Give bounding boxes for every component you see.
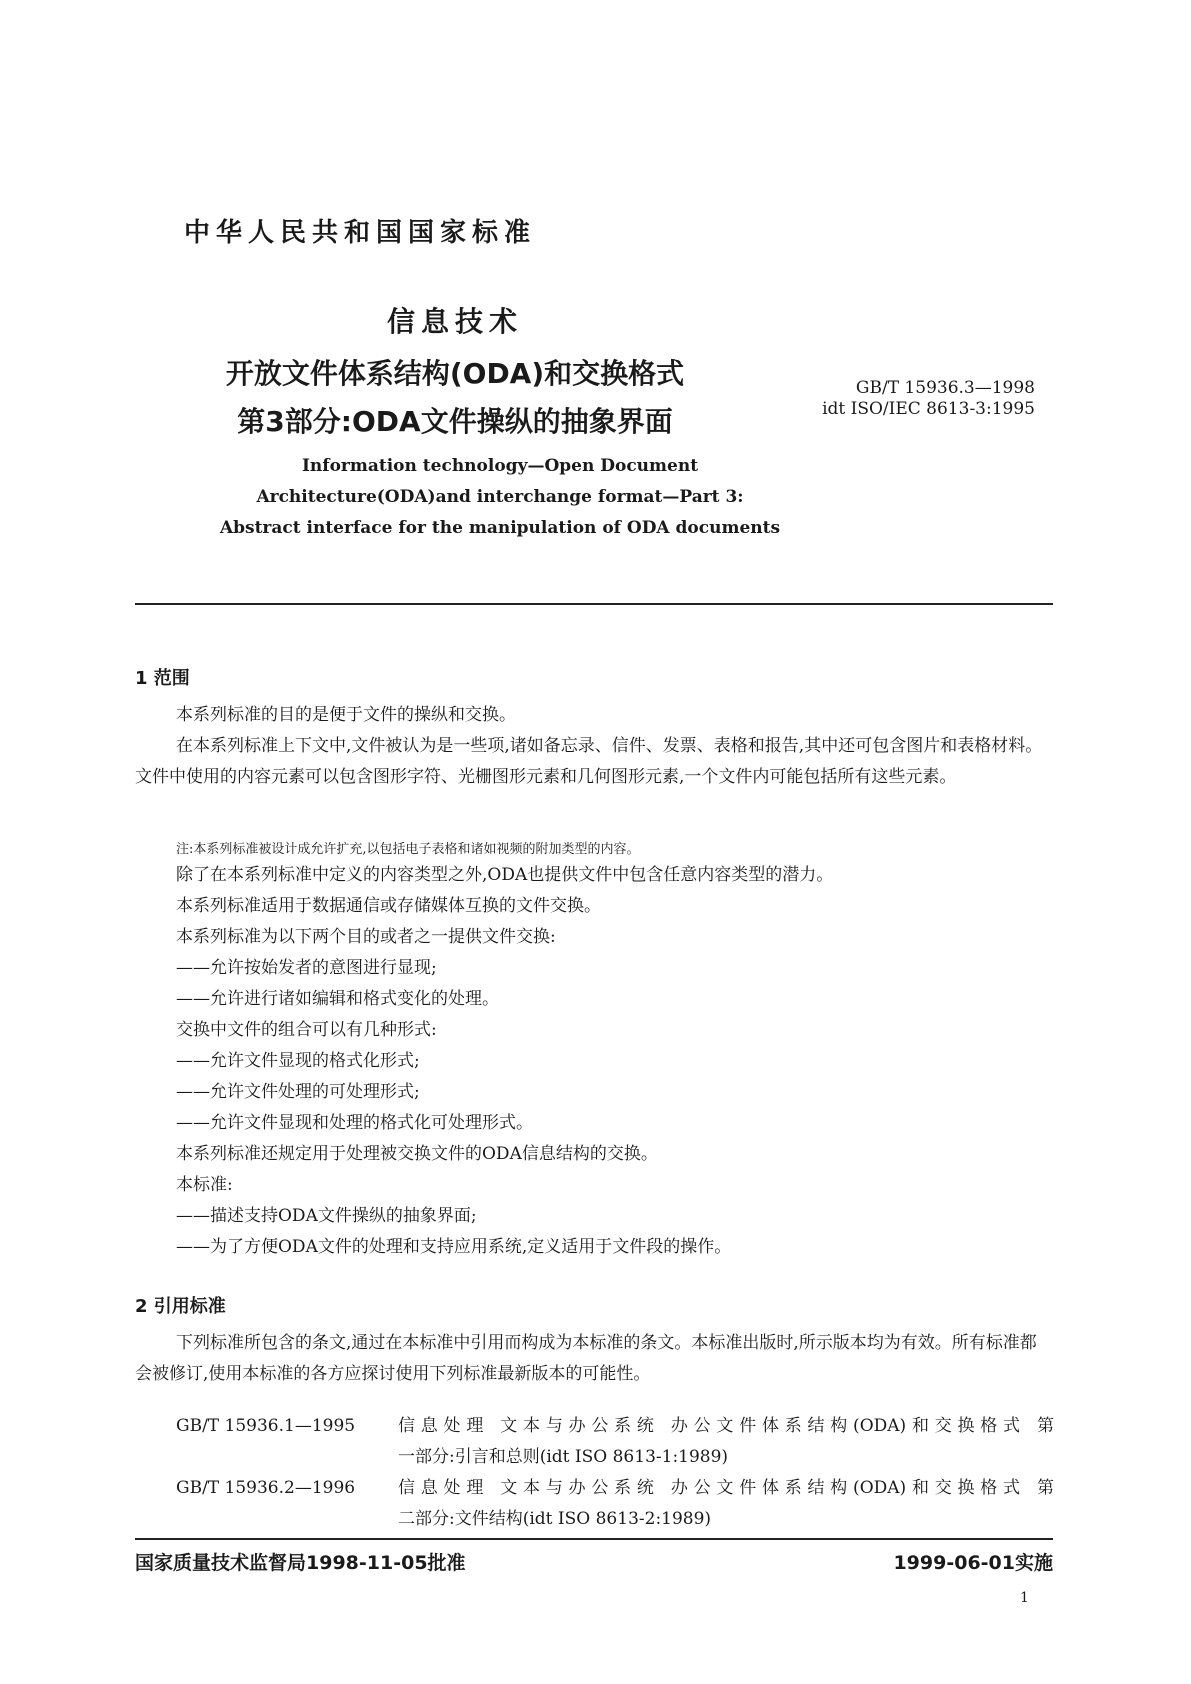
section-1-list-item: ——允许文件显现和处理的格式化可处理形式。 <box>176 1113 533 1133</box>
english-title-line-1: Information technology—Open Document <box>301 456 699 476</box>
section-1-line: 本系列标准还规定用于处理被交换文件的ODA信息结构的交换。 <box>176 1144 658 1164</box>
reference-title-1: 信息处理 文本与办公系统 办公文件体系结构(ODA)和交换格式 第 <box>398 1416 1054 1436</box>
footer-divider <box>135 1538 1053 1540</box>
reference-title-2: 信息处理 文本与办公系统 办公文件体系结构(ODA)和交换格式 第 <box>398 1478 1054 1498</box>
title-line-3: 第3部分:ODA文件操纵的抽象界面 <box>237 405 673 438</box>
english-title-line-2: Architecture(ODA)and interchange format—Part 3: <box>256 487 744 507</box>
reference-code-1: GB/T 15936.1—1995 <box>176 1416 356 1436</box>
standard-number-block <box>770 378 1035 420</box>
reference-title-2-cont: 二部分:文件结构(idt ISO 8613-2:1989) <box>398 1509 712 1529</box>
english-title-line-3: Abstract interface for the manipulation of ODA documents <box>219 518 781 538</box>
section-1-para-2: 在本系列标准上下文中,文件被认为是一些项,诸如备忘录、信件、发票、表格和报告,其中还可包含图片和表格材料。文件中使用的内容元素可以包含图形字符、光栅图形元素和几何图形元素,一个文件内可能包括所有这些元素。 <box>135 736 1043 787</box>
section-1-list-item: ——为了方便ODA文件的处理和支持应用系统,定义适用于文件段的操作。 <box>176 1237 732 1257</box>
section-2-heading: 2 引用标准 <box>135 1296 226 1317</box>
section-1-para-1: 本系列标准的目的是便于文件的操纵和交换。 <box>176 705 516 725</box>
section-1-list-item: ——允许进行诸如编辑和格式变化的处理。 <box>176 989 499 1009</box>
title-line-2: 开放文件体系结构(ODA)和交换格式 <box>225 357 685 390</box>
section-1-line: 除了在本系列标准中定义的内容类型之外,ODA也提供文件中包含任意内容类型的潜力。 <box>176 865 834 885</box>
section-1-line: 本系列标准适用于数据通信或存储媒体互换的文件交换。 <box>176 896 601 916</box>
page-number: 1 <box>1020 1590 1029 1606</box>
section-1-list-item: ——描述支持ODA文件操纵的抽象界面; <box>176 1206 477 1226</box>
implementation-date: 1999-06-01实施 <box>893 1552 1053 1574</box>
standard-number: GB/T 15936.3—1998 <box>855 378 1035 398</box>
approval-date: 国家质量技术监督局1998-11-05批准 <box>135 1552 466 1574</box>
section-1-list-item: ——允许文件显现的格式化形式; <box>176 1051 420 1071</box>
header-divider <box>135 603 1053 605</box>
identical-standard: idt ISO/IEC 8613-3:1995 <box>822 399 1035 419</box>
title-line-1: 信息技术 <box>386 305 523 338</box>
section-1-line: 本标准: <box>176 1175 233 1195</box>
reference-title-1-cont: 一部分:引言和总则(idt ISO 8613-1:1989) <box>398 1447 729 1467</box>
section-1-heading: 1 范围 <box>135 668 190 689</box>
section-1-line: 本系列标准为以下两个目的或者之一提供文件交换: <box>176 927 556 947</box>
section-2-para: 下列标准所包含的条文,通过在本标准中引用而构成为本标准的条文。本标准出版时,所示版本均为有效。所有标准都会被修订,使用本标准的各方应探讨使用下列标准最新版本的可能性。 <box>135 1333 1037 1384</box>
section-1-note: 注:本系列标准被设计成允许扩充,以包括电子表格和诸如视频的附加类型的内容。 <box>176 842 640 857</box>
section-1-list-item: ——允许按始发者的意图进行显现; <box>176 958 437 978</box>
section-1-line: 交换中文件的组合可以有几种形式: <box>176 1020 437 1040</box>
section-1-list-item: ——允许文件处理的可处理形式; <box>176 1082 420 1102</box>
reference-code-2: GB/T 15936.2—1996 <box>176 1478 356 1498</box>
national-standard-heading: 中华人民共和国国家标准 <box>183 218 536 248</box>
